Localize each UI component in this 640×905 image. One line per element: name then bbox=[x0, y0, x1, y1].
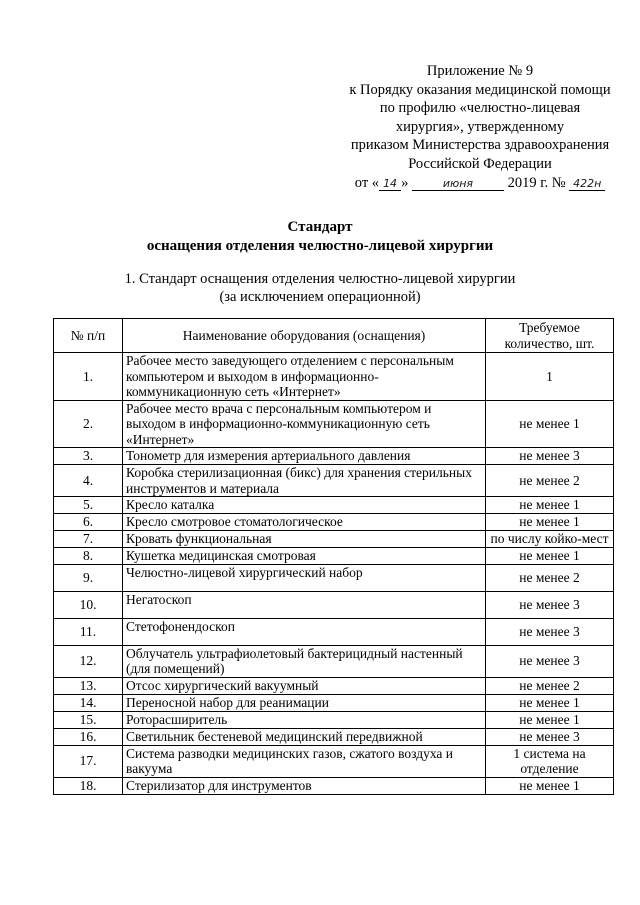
table-row bbox=[54, 465, 614, 497]
row-number: 5. bbox=[54, 497, 123, 514]
date-close: » bbox=[401, 174, 409, 191]
row-name: Кресло каталка bbox=[123, 497, 486, 514]
row-name: Отсос хирургический вакуумный bbox=[123, 677, 486, 694]
row-quantity: не менее 3 bbox=[486, 591, 614, 618]
appendix-line: Приложение № 9 bbox=[426, 63, 534, 79]
row-quantity: 1 система на отделение bbox=[486, 745, 614, 777]
row-number: 13. bbox=[54, 677, 123, 694]
row-name: Облучатель ультрафиолетовый бактерицидный настенный (для помещений) bbox=[123, 645, 486, 677]
order-month: июня bbox=[412, 177, 504, 191]
row-name: Роторасширитель bbox=[123, 711, 486, 728]
row-number: 14. bbox=[54, 694, 123, 711]
title-line: оснащения отделения челюстно-лицевой хирургии bbox=[146, 238, 494, 254]
table-row bbox=[54, 448, 614, 465]
row-name: Рабочее место заведующего отделением с персональным компьютером и выходом в информационно-коммуникационную сеть «Интернет» bbox=[123, 353, 486, 401]
header-quantity: Требуемое количество, шт. bbox=[486, 319, 614, 353]
row-number: 8. bbox=[54, 547, 123, 564]
table-row bbox=[54, 547, 614, 564]
row-number: 17. bbox=[54, 745, 123, 777]
row-number: 6. bbox=[54, 514, 123, 531]
row-number: 10. bbox=[54, 591, 123, 618]
row-quantity: не менее 1 bbox=[486, 694, 614, 711]
row-number: 12. bbox=[54, 645, 123, 677]
row-number: 2. bbox=[54, 400, 123, 448]
row-number: 3. bbox=[54, 448, 123, 465]
row-quantity: не менее 3 bbox=[486, 728, 614, 745]
row-quantity: не менее 1 bbox=[486, 400, 614, 448]
equipment-table bbox=[53, 318, 614, 795]
row-number: 4. bbox=[54, 465, 123, 497]
row-number: 16. bbox=[54, 728, 123, 745]
row-number: 15. bbox=[54, 711, 123, 728]
row-name: Стетофонендоскоп bbox=[123, 618, 486, 645]
table-row bbox=[54, 564, 614, 591]
section-heading bbox=[0, 270, 640, 306]
table-row bbox=[54, 777, 614, 794]
table-row bbox=[54, 745, 614, 777]
table-row bbox=[54, 353, 614, 401]
row-quantity: не менее 1 bbox=[486, 777, 614, 794]
row-number: 1. bbox=[54, 353, 123, 401]
row-quantity: не менее 2 bbox=[486, 564, 614, 591]
row-name: Негатоскоп bbox=[123, 591, 486, 618]
table-row bbox=[54, 400, 614, 448]
date-prefix: от « bbox=[354, 174, 380, 191]
order-date-line bbox=[330, 174, 630, 193]
row-quantity: не менее 1 bbox=[486, 547, 614, 564]
row-name: Тонометр для измерения артериального давления bbox=[123, 448, 486, 465]
table-row bbox=[54, 677, 614, 694]
row-number: 11. bbox=[54, 618, 123, 645]
row-name: Коробка стерилизационная (бикс) для хранения стерильных инструментов и материала bbox=[123, 465, 486, 497]
row-number: 9. bbox=[54, 564, 123, 591]
appendix-line: по профилю «челюстно-лицевая bbox=[379, 100, 581, 117]
row-quantity: по числу койко-мест bbox=[486, 531, 614, 548]
row-name: Кресло смотровое стоматологическое bbox=[123, 514, 486, 531]
appendix-line: хирургия», утвержденному bbox=[395, 118, 565, 135]
row-quantity: не менее 2 bbox=[486, 465, 614, 497]
header-number: № п/п bbox=[54, 319, 123, 353]
row-quantity: 1 bbox=[486, 353, 614, 401]
row-quantity: не менее 1 bbox=[486, 514, 614, 531]
row-number: 18. bbox=[54, 777, 123, 794]
table-row bbox=[54, 531, 614, 548]
row-quantity: не менее 3 bbox=[486, 645, 614, 677]
row-name: Светильник бестеневой медицинский передвижной bbox=[123, 728, 486, 745]
table-header-row bbox=[54, 319, 614, 353]
order-day: 14 bbox=[379, 177, 401, 191]
row-name: Стерилизатор для инструментов bbox=[123, 777, 486, 794]
row-quantity: не менее 3 bbox=[486, 448, 614, 465]
row-quantity: не менее 3 bbox=[486, 618, 614, 645]
row-quantity: не менее 1 bbox=[486, 497, 614, 514]
section-heading-line: (за исключением операционной) bbox=[219, 289, 421, 305]
row-quantity: не менее 1 bbox=[486, 711, 614, 728]
order-year: 2019 г. № bbox=[507, 174, 566, 191]
row-name: Кровать функциональная bbox=[123, 531, 486, 548]
header-name: Наименование оборудования (оснащения) bbox=[123, 319, 486, 353]
row-name: Переносной набор для реанимации bbox=[123, 694, 486, 711]
appendix-line: приказом Министерства здравоохранения bbox=[350, 137, 610, 154]
title-line: Стандарт bbox=[287, 219, 353, 235]
table-row bbox=[54, 591, 614, 618]
table-row bbox=[54, 514, 614, 531]
table-row bbox=[54, 618, 614, 645]
row-name: Кушетка медицинская смотровая bbox=[123, 547, 486, 564]
row-name: Система разводки медицинских газов, сжатого воздуха и вакуума bbox=[123, 745, 486, 777]
document-title bbox=[0, 218, 640, 256]
table-row bbox=[54, 694, 614, 711]
table-row bbox=[54, 711, 614, 728]
row-number: 7. bbox=[54, 531, 123, 548]
appendix-block bbox=[330, 62, 630, 192]
table-row bbox=[54, 728, 614, 745]
appendix-line: Российской Федерации bbox=[408, 155, 552, 172]
order-number: 422н bbox=[569, 177, 605, 191]
row-name: Рабочее место врача с персональным компьютером и выходом в информационно-коммуникационную сеть «Интернет» bbox=[123, 400, 486, 448]
section-heading-line: 1. Стандарт оснащения отделения челюстно-лицевой хирургии bbox=[124, 271, 516, 287]
appendix-line: к Порядку оказания медицинской помощи bbox=[349, 81, 611, 98]
table-row bbox=[54, 645, 614, 677]
table-row bbox=[54, 497, 614, 514]
row-name: Челюстно-лицевой хирургический набор bbox=[123, 564, 486, 591]
row-quantity: не менее 2 bbox=[486, 677, 614, 694]
